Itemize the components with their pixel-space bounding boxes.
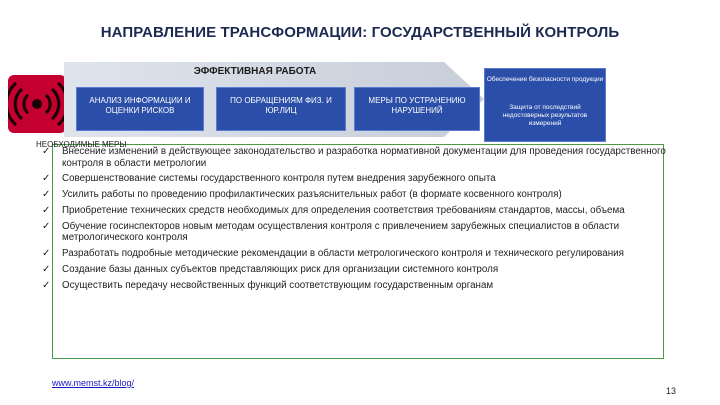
measures-label: НЕОБХОДИМЫЕ МЕРЫ	[36, 140, 127, 149]
list-item-text: Совершенствование системы государственного контроля путем внедрения зарубежного опыта	[62, 173, 496, 185]
list-item	[42, 205, 672, 217]
list-item-text: Внесение изменений в действующее законодательство и разработка нормативной документации для проведения государственного контроля в области метрологии	[62, 146, 666, 169]
arrow-label: ЭФФЕКТИВНАЯ РАБОТА	[193, 66, 317, 77]
list-item-text: Создание базы данных субъектов представляющих риск для организации системного контроля	[62, 263, 499, 275]
list-item	[42, 264, 672, 276]
step-label: АНАЛИЗ ИНФОРМАЦИИ И ОЦЕНКИ РИСКОВ	[89, 96, 191, 115]
step-box-remedies	[354, 87, 480, 131]
checkmark-icon: ✓	[42, 204, 51, 216]
list-item-text: Обучение госинспекторов новым методам осуществления контроля с привлечением зарубежных специалистов в области метрологического контроля	[62, 220, 620, 244]
list-item-text: Осуществить передачу несвойственных функций соответствующим государственным органам	[62, 279, 494, 291]
page-number: 13	[665, 386, 676, 396]
list-item	[42, 248, 672, 260]
checkmark-icon: ✓	[42, 279, 51, 291]
list-item-text: Усилить работы по проведению профилактических разъяснительных работ (в формате косвенного контроля)	[62, 189, 562, 201]
list-item	[42, 146, 672, 169]
list-item-text: Приобретение технических средств необходимых для определения соответствия требованиям стандартов, массы, объема	[62, 204, 625, 216]
goal-measurement-protection: Защита от последствий недостоверных результатов измерений	[502, 104, 588, 127]
goal-product-safety: Обеспечение безопасности продукции	[486, 76, 604, 83]
list-item	[42, 189, 672, 201]
step-box-risk-analysis	[76, 87, 204, 131]
list-item-text: Разработать подробные методические рекомендации в области метрологического контроля и технического регулирования	[62, 248, 624, 260]
step-box-appeals	[216, 87, 346, 131]
blog-link[interactable]: www.memst.kz/blog/	[52, 378, 135, 388]
broadcast-signal-icon	[8, 75, 66, 133]
checkmark-icon: ✓	[42, 263, 51, 275]
step-label: МЕРЫ ПО УСТРАНЕНИЮ НАРУШЕНИЙ	[368, 96, 466, 115]
list-item	[42, 173, 672, 185]
step-label: ПО ОБРАЩЕНИЯМ ФИЗ. И ЮР.ЛИЦ	[230, 96, 332, 115]
checkmark-icon: ✓	[42, 248, 51, 260]
page-title: НАПРАВЛЕНИЕ ТРАНСФОРМАЦИИ: ГОСУДАРСТВЕННЫЙ КОНТРОЛЬ	[100, 24, 620, 41]
checkmark-icon: ✓	[42, 173, 51, 185]
list-item	[42, 221, 672, 244]
checkmark-icon: ✓	[42, 146, 51, 157]
list-item	[42, 280, 672, 292]
checkmark-icon: ✓	[42, 189, 51, 201]
checkmark-icon: ✓	[42, 220, 51, 232]
measures-list	[42, 146, 672, 295]
